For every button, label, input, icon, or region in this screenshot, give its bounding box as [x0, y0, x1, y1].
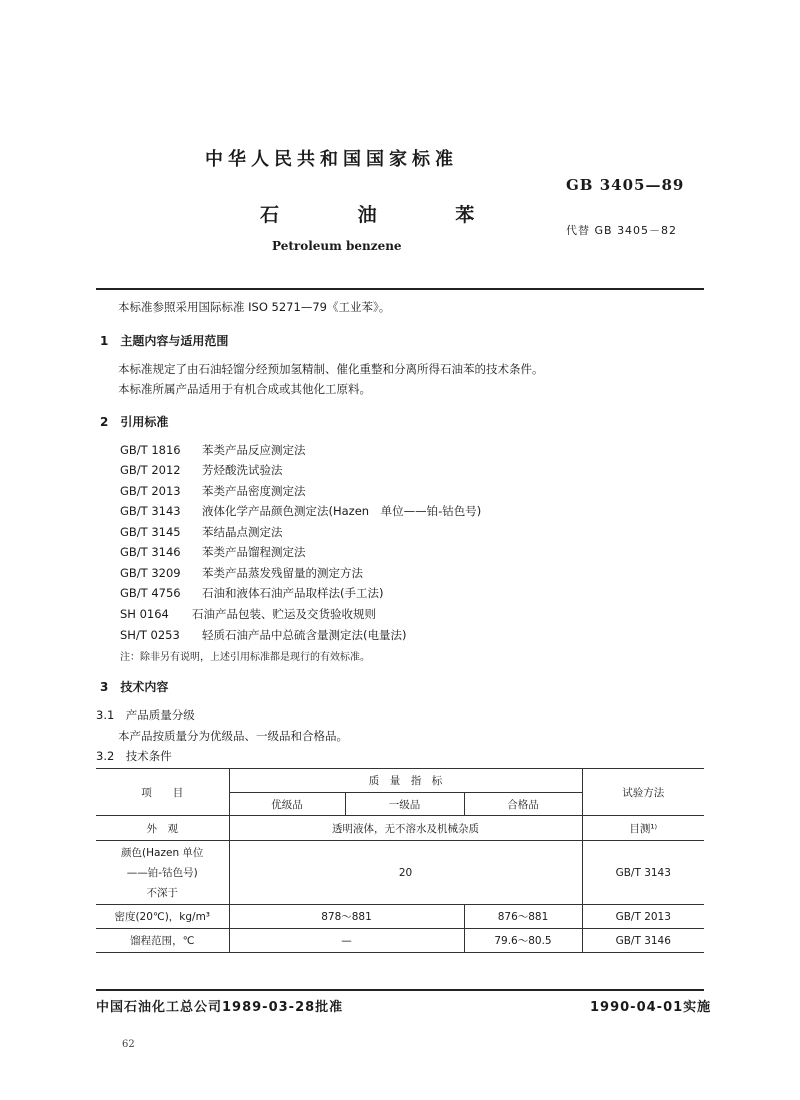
section-3-1-heading: 3.1 产品质量分级: [96, 708, 195, 722]
row-value-density-qualified: 876～881: [464, 905, 582, 929]
header-divider: [96, 288, 704, 290]
row-item-distillation: 馏程范围，℃: [96, 929, 229, 953]
row-value-distillation-premium-first: —: [229, 929, 464, 953]
section-1-paragraph-1: 本标准规定了由石油轻馏分经预加氢精制、催化重整和分离所得石油苯的技术条件。: [118, 362, 544, 376]
section-3-2-heading: 3.2 技术条件: [96, 749, 172, 763]
row-item-appearance: 外 观: [96, 816, 229, 841]
row-item-color-line2: ——铂-钴色号): [126, 866, 198, 879]
header-item: 项 目: [96, 769, 229, 816]
page-number: 62: [122, 1039, 135, 1050]
reference-item: [120, 483, 306, 499]
table-row: [96, 816, 704, 841]
reference-item: [120, 585, 383, 601]
row-value-distillation-qualified: 79.6～80.5: [464, 929, 582, 953]
specification-table: [96, 768, 704, 953]
reference-item: [120, 565, 363, 581]
row-value-density-premium-first: 878～881: [229, 905, 464, 929]
reference-title: 苯类产品反应测定法: [202, 443, 306, 457]
national-standard-title: 中华人民共和国国家标准: [205, 149, 458, 170]
row-value-color: 20: [229, 841, 582, 905]
reference-code: GB/T 2012: [120, 463, 181, 477]
row-value-appearance: 透明液体，无不溶水及机械杂质: [229, 816, 582, 841]
row-item-density: 密度(20℃)，kg/m³: [96, 905, 229, 929]
reference-title: 石油产品包装、贮运及交货验收规则: [192, 607, 376, 621]
section-1-heading: 1 主题内容与适用范围: [100, 334, 229, 348]
standard-number: GB 3405—89: [566, 176, 685, 194]
reference-item: [120, 606, 376, 622]
table-row: [96, 905, 704, 929]
reference-code: GB/T 3146: [120, 545, 181, 559]
section-3-heading: 3 技术内容: [100, 680, 169, 694]
reference-item: [120, 524, 283, 540]
row-method-appearance: 目测¹⁾: [582, 816, 704, 841]
row-item-color-line1: 颜色(Hazen 单位: [121, 846, 204, 859]
section-2-heading: 2 引用标准: [100, 415, 169, 429]
header-quality-index: 质 量 指 标: [229, 769, 582, 793]
table-row: [96, 929, 704, 953]
effective-date: 1990-04-01实施: [590, 1000, 712, 1015]
reference-item: [120, 462, 283, 478]
reference-title: 液体化学产品颜色测定法(Hazen 单位——铂-钴色号): [202, 504, 482, 518]
reference-code: GB/T 3209: [120, 566, 181, 580]
reference-title: 石油和液体石油产品取样法(手工法): [202, 586, 384, 600]
reference-code: GB/T 1816: [120, 443, 181, 457]
reference-code: GB/T 3143: [120, 504, 181, 518]
row-item-color-line3: 不深于: [146, 886, 178, 899]
reference-code: GB/T 3145: [120, 525, 181, 539]
chinese-title: 石 油 苯: [260, 204, 511, 226]
reference-title: 芳烃酸洗试验法: [202, 463, 283, 477]
english-title: Petroleum benzene: [272, 239, 402, 253]
reference-item: [120, 503, 481, 519]
header-grade-qualified: 合格品: [464, 793, 582, 816]
section-3-1-text: 本产品按质量分为优级品、一级品和合格品。: [118, 729, 348, 743]
footer-divider: [96, 989, 704, 991]
reference-title: 苯类产品蒸发残留量的测定方法: [202, 566, 363, 580]
row-method-distillation: GB/T 3146: [582, 929, 704, 953]
header-test-method: 试验方法: [582, 769, 704, 816]
table-row: [96, 841, 704, 905]
intro-paragraph: 本标准参照采用国际标准 ISO 5271—79《工业苯》。: [118, 300, 391, 314]
header-grade-first: 一级品: [345, 793, 464, 816]
reference-title: 苯类产品馏程测定法: [202, 545, 306, 559]
section-1-paragraph-2: 本标准所属产品适用于有机合成或其他化工原料。: [118, 382, 371, 396]
reference-code: SH/T 0253: [120, 628, 180, 642]
replaces-standard: 代替 GB 3405－82: [566, 224, 678, 237]
reference-code: GB/T 4756: [120, 586, 181, 600]
references-note: 注：除非另有说明，上述引用标准都是现行的有效标准。: [120, 652, 370, 663]
row-item-color: [96, 841, 229, 905]
reference-item: [120, 544, 306, 560]
reference-title: 苯类产品密度测定法: [202, 484, 306, 498]
reference-title: 苯结晶点测定法: [202, 525, 283, 539]
row-method-color: GB/T 3143: [582, 841, 704, 905]
reference-item: [120, 442, 306, 458]
reference-code: SH 0164: [120, 607, 169, 621]
reference-title: 轻质石油产品中总硫含量测定法(电量法): [202, 628, 407, 642]
reference-item: [120, 627, 406, 643]
reference-code: GB/T 2013: [120, 484, 181, 498]
approval-line: 中国石油化工总公司1989-03-28批准: [96, 1000, 344, 1015]
row-method-density: GB/T 2013: [582, 905, 704, 929]
header-grade-premium: 优级品: [229, 793, 345, 816]
